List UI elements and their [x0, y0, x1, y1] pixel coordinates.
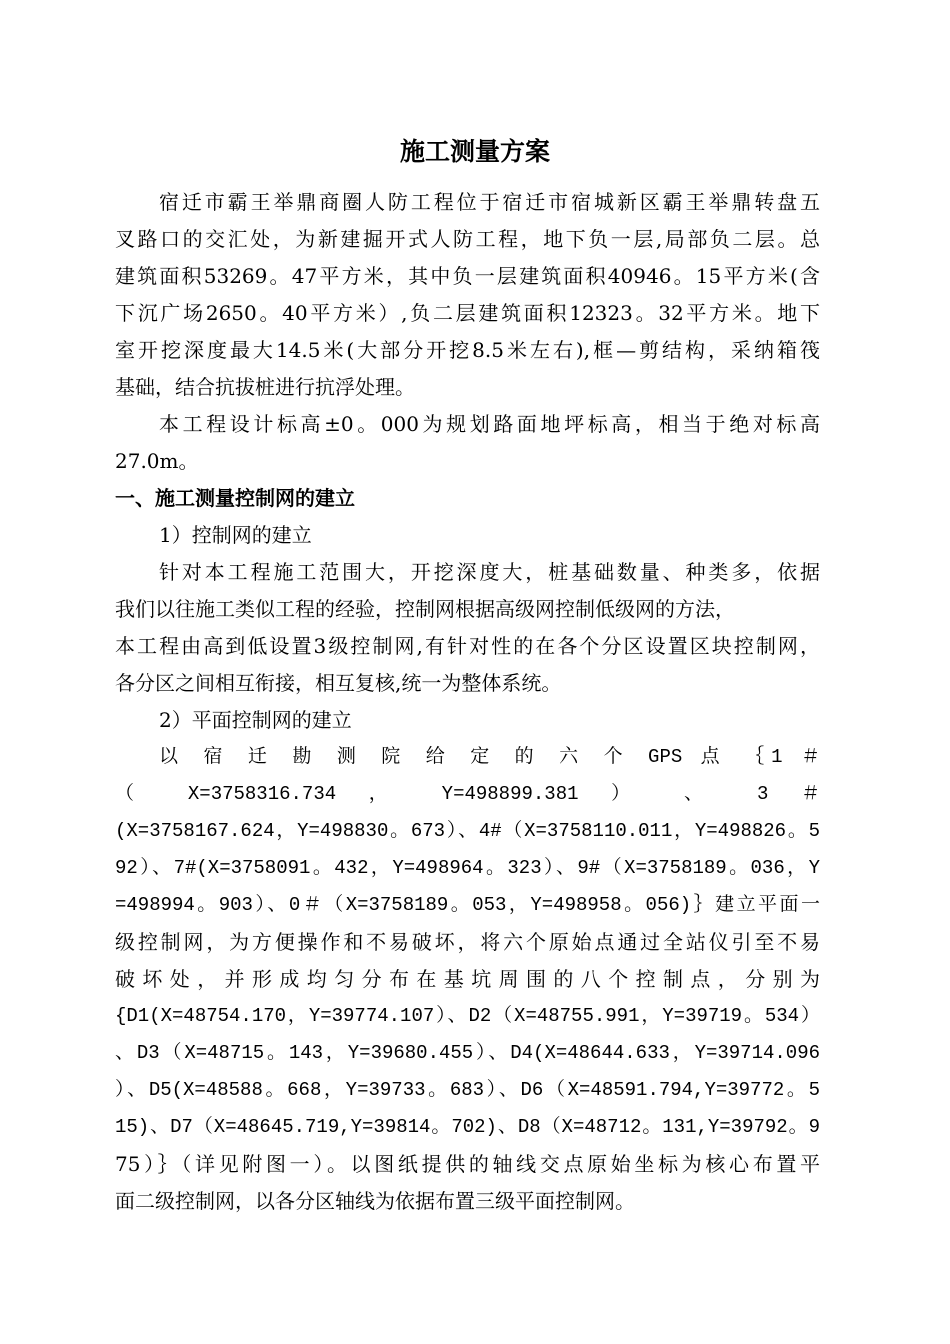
paragraph-line: 我们以往施工类似工程的经验，控制网根据高级网控制低级网的方法，: [115, 597, 735, 621]
paragraph-line: 、D3（X=48715。143，Y=39680.455）、D4(X=48644.633，Y=39714.096: [115, 1042, 820, 1064]
subsection-heading: 2）平面控制网的建立: [159, 708, 352, 732]
paragraph-line: =498994。903）、0＃（X=3758189。053，Y=498958。056)｝建立平面一: [115, 894, 820, 916]
paragraph-line: 本工程由高到低设置3级控制网,有针对性的在各个分区设置区块控制网，: [115, 634, 820, 658]
subsection-heading: 1）控制网的建立: [159, 523, 312, 547]
paragraph-line: 27.0m。: [115, 449, 199, 473]
document-title: 施工测量方案: [399, 137, 550, 166]
paragraph-line: 破坏处，并形成均匀分布在基坑周围的八个控制点，分别为: [115, 967, 820, 991]
paragraph-line: 下沉广场2650。40平方米）,负二层建筑面积12323。32平方米。地下: [115, 301, 820, 325]
paragraph-line: （ X=3758316.734 ， Y=498899.381 ） 、 3 ＃: [115, 783, 820, 805]
paragraph-line: (X=3758167.624，Y=498830。673）、4#（X=3758110.011，Y=498826。5: [115, 820, 820, 842]
paragraph-line: 本工程设计标高±0。000为规划路面地坪标高，相当于绝对标高: [159, 412, 820, 436]
paragraph-line: 基础，结合抗拔桩进行抗浮处理。: [115, 375, 415, 399]
paragraph-line: 各分区之间相互衔接，相互复核,统一为整体系统。: [115, 671, 562, 695]
section-heading: 一、施工测量控制网的建立: [115, 486, 355, 510]
paragraph-line: 建筑面积53269。47平方米，其中负一层建筑面积40946。15平方米(含: [115, 264, 820, 288]
paragraph-line: ）、D5(X=48588。668，Y=39733。683）、D6（X=48591.794,Y=39772。5: [115, 1079, 820, 1101]
paragraph-line: 92）、7#(X=3758091。432，Y=498964。323）、9#（X=3758189。036，Y: [115, 857, 820, 879]
paragraph-line: 室开挖深度最大14.5米(大部分开挖8.5米左右),框—剪结构，采纳箱筏: [115, 338, 820, 362]
paragraph-line: 针对本工程施工范围大，开挖深度大，桩基础数量、种类多，依据: [159, 560, 820, 584]
paragraph-line: 宿迁市霸王举鼎商圈人防工程位于宿迁市宿城新区霸王举鼎转盘五: [159, 190, 820, 214]
paragraph-line: {D1(X=48754.170，Y=39774.107）、D2（X=48755.991，Y=39719。534）: [115, 1005, 820, 1027]
paragraph-line: 叉路口的交汇处，为新建掘开式人防工程，地下负一层,局部负二层。总: [115, 227, 820, 251]
paragraph-line: 15)、D7（X=48645.719,Y=39814。702)、D8（X=48712。131,Y=39792。9: [115, 1116, 820, 1138]
document-body: [115, 184, 820, 1220]
paragraph-line: 级控制网，为方便操作和不易破坏，将六个原始点通过全站仪引至不易: [115, 930, 820, 954]
paragraph-line: 75）｝（详见附图一）。以图纸提供的轴线交点原始坐标为核心布置平: [115, 1152, 820, 1176]
paragraph-line: 以 宿 迁 勘 测 院 给 定 的 六 个 GPS 点 ｛1 ＃: [159, 746, 820, 768]
paragraph-line: 面二级控制网，以各分区轴线为依据布置三级平面控制网。: [115, 1189, 635, 1213]
